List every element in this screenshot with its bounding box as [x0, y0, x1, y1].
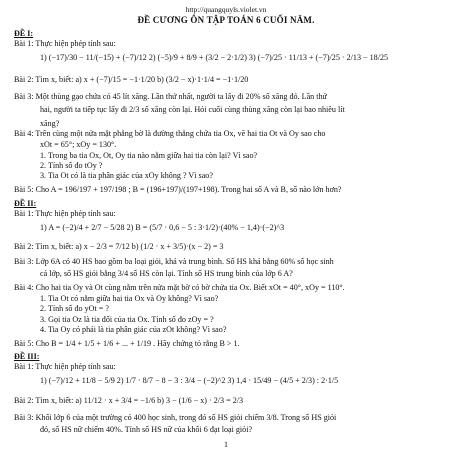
doc-line: cả lớp, số HS giỏi bằng 3/4 số HS còn lại. Tính số HS trung bình của lớp 6 A?: [40, 269, 293, 278]
doc-line: Bài 4: Cho hai tia Oy và Ot cùng nằm trên nửa mặt bờ có bờ chứa tia Ox. Biết xOt = 40°, xOy = 110°.: [14, 283, 345, 292]
doc-line: Bài 5: Cho A = 196/197 + 197/198 ; B = (196+197)/(197+198). Trong hai số A và B, số nào lớn hơn?: [14, 185, 342, 194]
doc-line: 1) A = (−2)/4 + 2/7 − 5/28 2) B = (5/7 · 0,6 − 5 : 3·1/2)·(40% − 1,4)·(−2)^3: [40, 223, 285, 232]
doc-line: Bài 4: Trên cùng một nửa mặt phẳng bờ là đường thẳng chứa tia Ox, vẽ hai tia Ot và Oy sao cho: [14, 129, 326, 138]
doc-line: hai, người ta tiếp tục lấy đi 2/3 số xăng còn lại. Hỏi cuối cùng thùng xăng còn lại bao nhiêu lít: [40, 105, 345, 114]
doc-line: Bài 5: Cho B = 1/4 + 1/5 + 1/6 + ... + 1/19 . Hãy chứng tỏ rằng B > 1.: [14, 339, 240, 348]
section-heading-1: ĐỀ I:: [14, 29, 34, 38]
doc-line: 2. Tính số đo tOy ?: [40, 161, 103, 170]
doc-line: 1) (−7)/12 + 11/8 − 5/9 2) 1/7 · 8/7 − 8 − 3 : 3/4 − (−2)^2 3) 1,4 · 15/49 − (4/5 + 2/3) : 2·1/5: [40, 376, 339, 385]
doc-line: Bài 2: Tìm x, biết: a) x + (−7)/15 = −1·1/20 b) (3/2 − x)·1·1/4 = −1·1/20: [14, 75, 249, 84]
doc-line: 1. Trong ba tia Ox, Ot, Oy tia nào nằm giữa hai tia còn lại? Vì sao?: [40, 151, 258, 160]
doc-line: 2. Tính số đo yOt = ?: [40, 304, 109, 313]
doc-line: Bài 2: Tìm x, biết: a) 11/12 · x + 3/4 = −1/6 b) 3 − (1/6 − x) · 2/3 = 2/3: [14, 396, 244, 405]
doc-line: Bài 1: Thực hiện phép tính sau:: [14, 362, 116, 371]
doc-line: 1) (−17)/30 − 11/(−15) + (−7)/12 2) (−5)/9 + 8/9 + (3/2 − 2·1/2) 3) (−7)/25 · 11/13 + (−7)/25 · 2/13 − 18/25: [40, 53, 389, 62]
header-url: http://quangquyls.violet.vn: [185, 5, 267, 14]
page-number: 1: [224, 440, 228, 449]
doc-line: 3. Gọi tia Oz là tia đối của tia Ox. Tính số đo zOy = ?: [40, 315, 214, 324]
page-title: ĐỀ CƯƠNG ÔN TẬP TOÁN 6 CUỐI NĂM.: [137, 15, 315, 25]
doc-line: đó, số HS nữ chiếm 40%. Tính số HS nữ của khối 6 đạt loại giỏi?: [40, 425, 253, 434]
doc-line: xOt = 65°; xOy = 130°.: [40, 140, 117, 149]
doc-line: Bài 2: Tìm x, biết: a) x − 2/3 = 7/12 b) (1/2 · x + 3/5)·(x − 2) = 3: [14, 242, 224, 251]
section-heading-3: ĐỀ III:: [14, 352, 40, 361]
doc-line: 1. Tia Ot có nằm giữa hai tia Ox và Oy không? Vì sao?: [40, 294, 219, 303]
doc-line: 4. Tia Oy có phải là tia phân giác của zOt không? Vì sao?: [40, 325, 227, 334]
section-heading-2: ĐỀ II:: [14, 199, 37, 208]
doc-line: Bài 3: Khối lớp 6 của một trường có 400 học sinh, trong đó số HS giỏi chiếm 3/8. Trong số HS giỏi: [14, 413, 337, 422]
doc-line: Bài 1: Thực hiện phép tính sau:: [14, 39, 116, 48]
doc-line: Bài 3: Lớp 6A có 40 HS bao gồm ba loại giỏi, khá và trung bình. Số HS khá bằng 60% số học sinh: [14, 257, 334, 266]
doc-line: xăng?: [40, 119, 60, 128]
doc-line: Bài 1: Thực hiện phép tính sau:: [14, 209, 116, 218]
doc-line: Bài 3: Một thùng gạo chứa có 45 lít xăng. Lần thứ nhất, người ta lấy đi 20% số xăng đó. Lần thứ: [14, 92, 327, 101]
doc-line: 3. Tia Ot có là tia phân giác của xOy không ? Vì sao?: [40, 171, 213, 180]
